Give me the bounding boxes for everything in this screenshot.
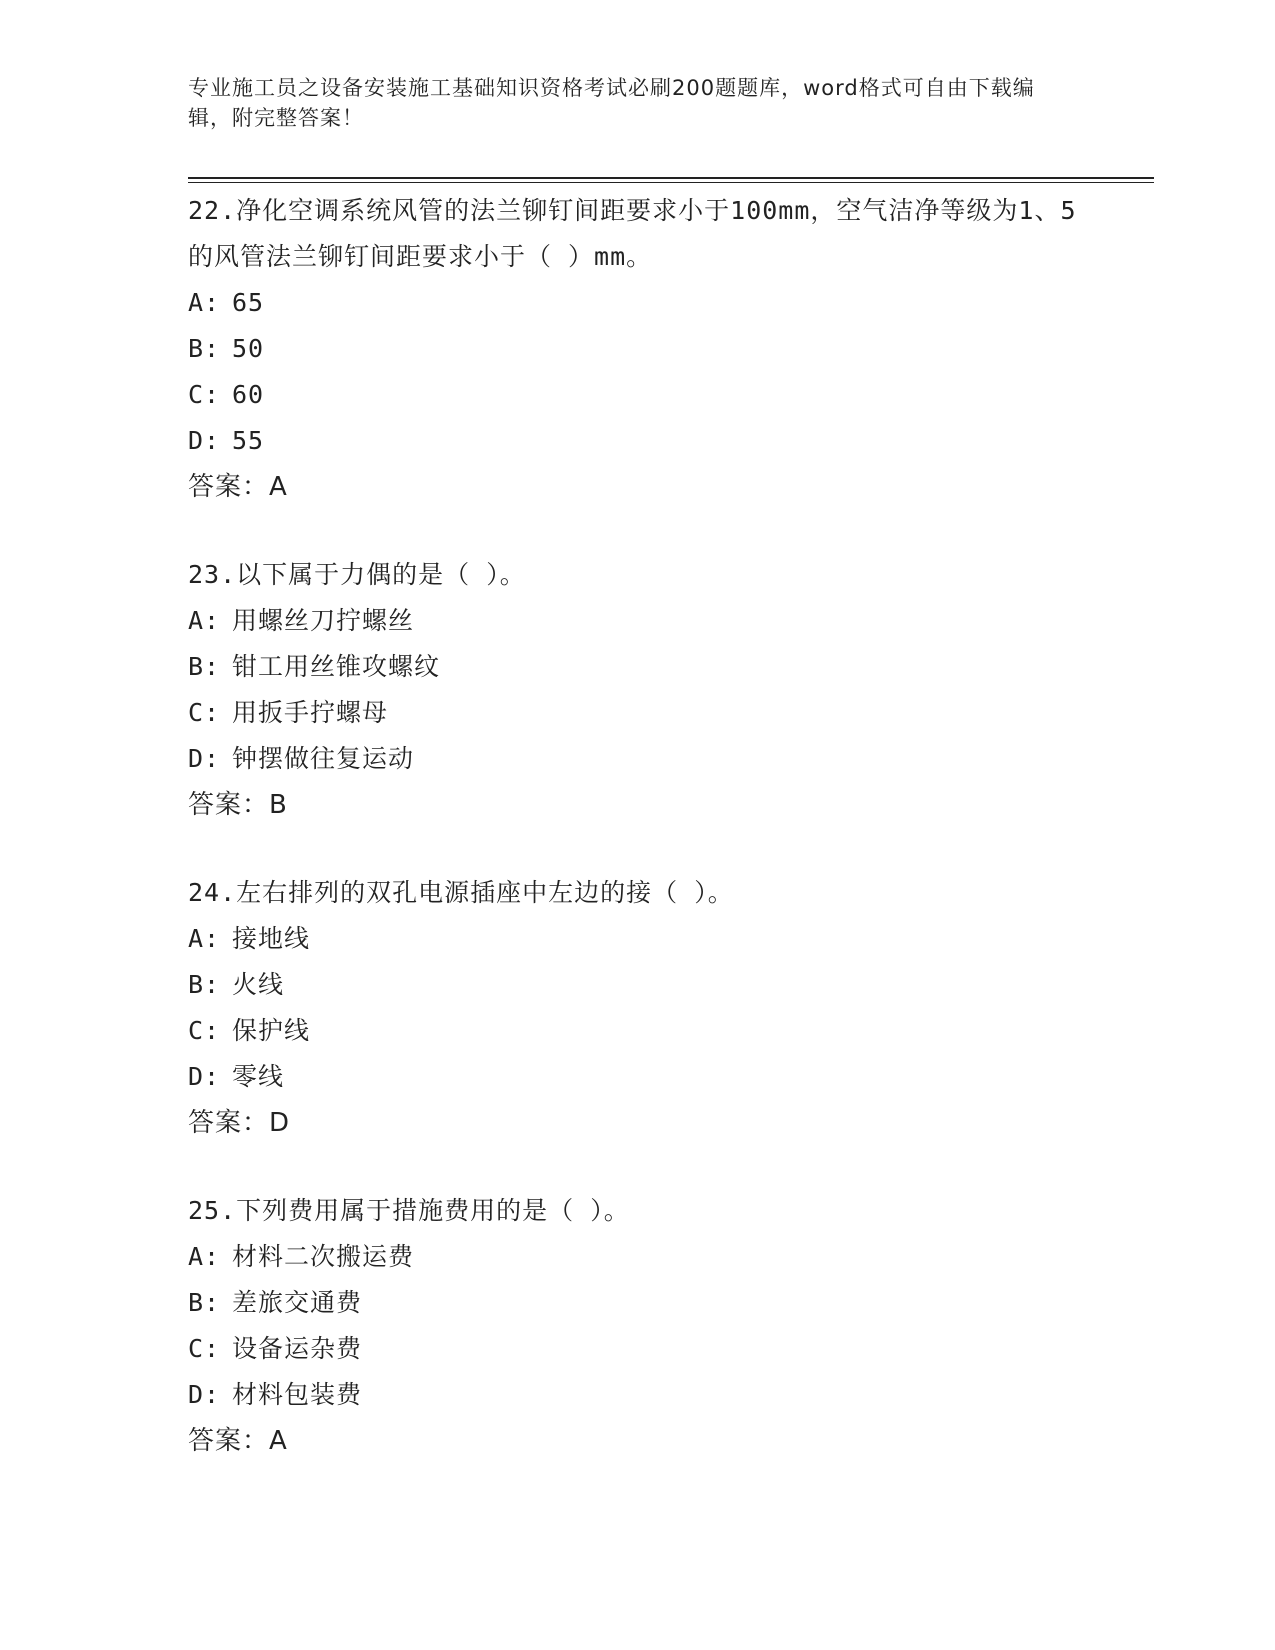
question-stem: 23.以下属于力偶的是（ ）。 <box>188 560 526 589</box>
option-text: 保护线 <box>232 1016 311 1045</box>
option-letter: B: <box>188 652 221 681</box>
option-text: 用螺丝刀拧螺丝 <box>232 606 415 635</box>
option-letter: A: <box>188 1242 221 1271</box>
question-stem: 25.下列费用属于措施费用的是（ ）。 <box>188 1196 630 1225</box>
option-d <box>188 418 1088 464</box>
option-text: 材料二次搬运费 <box>232 1242 415 1271</box>
option-text: 材料包装费 <box>232 1380 363 1409</box>
option-b <box>188 644 1088 690</box>
option-c <box>188 690 1088 736</box>
option-text: 设备运杂费 <box>232 1334 363 1363</box>
option-a <box>188 1234 1088 1280</box>
option-letter: C: <box>188 380 221 409</box>
option-d <box>188 1054 1088 1100</box>
option-letter: C: <box>188 1334 221 1363</box>
option-text: 接地线 <box>232 924 311 953</box>
question-stem: 22.净化空调系统风管的法兰铆钉间距要求小于100mm，空气洁净等级为1、5的风管法兰铆钉间距要求小于（ ）mm。 <box>188 196 1077 271</box>
question-22 <box>188 188 1088 510</box>
option-letter: D: <box>188 1380 221 1409</box>
answer-line: 答案：D <box>188 1108 291 1138</box>
option-letter: D: <box>188 744 221 773</box>
header-divider-thin <box>188 182 1154 183</box>
option-text: 65 <box>232 288 265 317</box>
option-text: 钳工用丝锥攻螺纹 <box>232 652 441 681</box>
answer-line: 答案：A <box>188 472 288 502</box>
answer-line: 答案：B <box>188 790 288 820</box>
option-text: 零线 <box>232 1062 285 1091</box>
option-text: 差旅交通费 <box>232 1288 363 1317</box>
option-letter: A: <box>188 288 221 317</box>
option-text: 55 <box>232 426 265 455</box>
option-d <box>188 736 1088 782</box>
option-letter: C: <box>188 1016 221 1045</box>
option-letter: C: <box>188 698 221 727</box>
document-intro: 专业施工员之设备安装施工基础知识资格考试必刷200题题库，word格式可自由下载编辑，附完整答案！ <box>188 76 1035 130</box>
option-letter: A: <box>188 606 221 635</box>
option-letter: D: <box>188 426 221 455</box>
option-letter: D: <box>188 1062 221 1091</box>
header-divider <box>188 177 1154 179</box>
option-letter: A: <box>188 924 221 953</box>
option-text: 50 <box>232 334 265 363</box>
option-text: 火线 <box>232 970 285 999</box>
question-stem: 24.左右排列的双孔电源插座中左边的接（ ）。 <box>188 878 734 907</box>
answer-line: 答案：A <box>188 1426 288 1456</box>
option-b <box>188 962 1088 1008</box>
option-letter: B: <box>188 970 221 999</box>
option-a <box>188 280 1088 326</box>
option-a <box>188 916 1088 962</box>
option-c <box>188 1008 1088 1054</box>
option-d <box>188 1372 1088 1418</box>
option-b <box>188 326 1088 372</box>
option-a <box>188 598 1088 644</box>
question-25 <box>188 1188 1088 1464</box>
question-23 <box>188 552 1088 828</box>
option-text: 用扳手拧螺母 <box>232 698 389 727</box>
option-text: 60 <box>232 380 265 409</box>
option-b <box>188 1280 1088 1326</box>
option-c <box>188 1326 1088 1372</box>
option-text: 钟摆做往复运动 <box>232 744 415 773</box>
option-c <box>188 372 1088 418</box>
option-letter: B: <box>188 334 221 363</box>
option-letter: B: <box>188 1288 221 1317</box>
question-24 <box>188 870 1088 1146</box>
